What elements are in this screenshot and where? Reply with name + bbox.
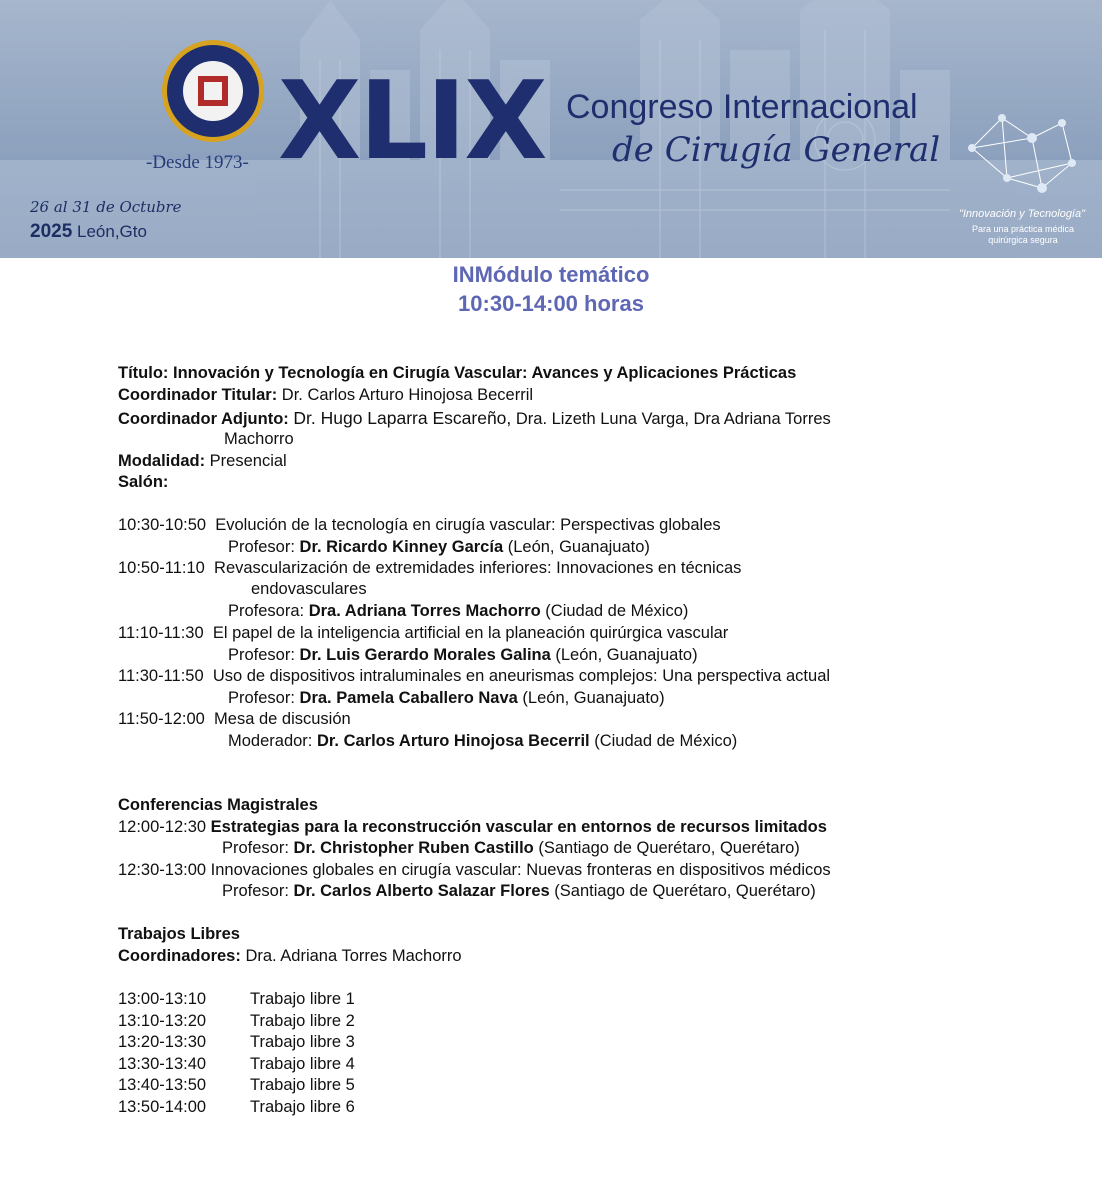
speaker-place: (León, Guanajuato) [555,646,698,664]
speaker-place: (Santiago de Querétaro, Querétaro) [538,839,800,857]
technology-network-icon [962,108,1078,208]
speaker-role: Profesor: [222,882,289,900]
free-paper-time: 13:50-14:00 [118,1098,207,1116]
session-speaker [228,689,665,708]
free-papers-heading: Trabajos Libres [118,925,240,943]
speaker-name: Dr. Christopher Ruben Castillo [293,839,534,857]
session-title-continued: endovasculares [251,580,367,598]
conference-speaker [222,882,816,901]
module-heading: INMódulo temático [452,262,650,287]
session-speaker [228,538,650,557]
free-paper-time: 13:10-13:20 [118,1012,207,1030]
session-time: 11:10-11:30 [118,624,204,642]
title-text: Innovación y Tecnología en Cirugía Vascular: Avances y Aplicaciones Prácticas [173,364,797,382]
session-title: Mesa de discusión [214,710,351,728]
coord-titular-label: Coordinador Titular: [118,386,278,404]
session-row [118,710,351,729]
speaker-name: Dra. Pamela Caballero Nava [299,689,518,707]
session-row [118,624,728,643]
speaker-name: Dr. Carlos Alberto Salazar Flores [293,882,550,900]
slogan-subtitle: Para una práctica médica quirúrgica segura [971,224,1075,245]
association-seal-logo [160,38,266,144]
edition-numeral: XLIX [278,59,546,184]
since-label: -Desde 1973- [146,152,249,173]
coord-titular-name: Dr. Carlos Arturo Hinojosa Becerril [281,386,534,404]
session-row [118,667,830,686]
coordinators-name: Dra. Adriana Torres Machorro [245,947,462,965]
congress-name-line2: de Cirugía General [612,130,941,170]
slogan: "Innovación y Tecnología" [958,208,1086,220]
speaker-place: (Santiago de Querétaro, Querétaro) [554,882,816,900]
speaker-name: Dr. Ricardo Kinney García [299,538,504,556]
congress-banner [0,0,1102,258]
session-row [118,516,721,535]
coord-adjunto-label: Coordinador Adjunto: [118,410,289,428]
conference-time: 12:30-13:00 [118,861,207,879]
event-dates: 26 al 31 de Octubre [30,198,182,216]
session-time: 10:30-10:50 [118,516,207,534]
session-speaker [228,646,698,665]
free-paper-title: Trabajo libre 4 [250,1055,355,1073]
free-paper-time: 13:00-13:10 [118,990,207,1008]
speaker-place: (Ciudad de México) [594,732,738,750]
speaker-role: Profesora: [228,602,305,620]
speaker-name: Dra. Adriana Torres Machorro [308,602,541,620]
session-title: Uso de dispositivos intraluminales en aneurismas complejos: Una perspectiva actual [212,667,831,685]
session-time: 11:30-11:50 [118,667,204,685]
session-speaker [228,602,688,621]
speaker-role: Profesor: [228,538,295,556]
conference-title: Estrategias para la reconstrucción vascular en entornos de recursos limitados [210,818,827,836]
session-title: Revascularización de extremidades inferiores: Innovaciones en técnicas [214,559,742,577]
session-title: El papel de la inteligencia artificial en la planeación quirúrgica vascular [212,624,729,642]
congress-name-line1: Congreso Internacional [566,88,918,126]
coordinator-adjunto [118,408,831,429]
speaker-place: (León, Guanajuato) [507,538,650,556]
conference-title: Innovaciones globales en cirugía vascular: Nuevas fronteras en dispositivos médicos [210,861,831,879]
session-time: 11:50-12:00 [118,710,205,728]
modalidad-label: Modalidad: [118,452,206,470]
conference-row [118,818,827,837]
coordinator-titular [118,386,533,405]
module-hours: 10:30-14:00 horas [458,291,644,316]
coordinators-label: Coordinadores: [118,947,241,965]
event-year: 2025 [30,221,73,242]
session-time: 10:50-11:10 [118,559,205,577]
free-papers-coordinators [118,947,462,966]
speaker-role: Moderador: [228,732,313,750]
speaker-place: (León, Guanajuato) [522,689,665,707]
coord-adjunto-rest: Dra. Lizeth Luna Varga, Dra Adriana Torres [515,410,831,428]
title-label: Título: [118,364,169,382]
speaker-role: Profesor: [228,646,295,664]
free-paper-title: Trabajo libre 1 [250,990,355,1008]
speaker-name: Dr. Luis Gerardo Morales Galina [299,646,551,664]
session-speaker [228,732,737,751]
modalidad-value: Presencial [209,452,287,470]
session-row [118,559,741,578]
coord-adjunto-main: Dr. Hugo Laparra Escareño, [293,408,512,428]
free-paper-time: 13:40-13:50 [118,1076,207,1094]
speaker-role: Profesor: [222,839,289,857]
free-paper-time: 13:30-13:40 [118,1055,207,1073]
event-location: León,Gto [77,222,147,241]
salon-label: Salón: [118,473,169,491]
speaker-role: Profesor: [228,689,295,707]
conference-speaker [222,839,800,858]
speaker-place: (Ciudad de México) [545,602,689,620]
conferences-heading: Conferencias Magistrales [118,796,318,814]
free-paper-title: Trabajo libre 3 [250,1033,355,1051]
session-title: Evolución de la tecnología en cirugía vascular: Perspectivas globales [215,516,721,534]
event-year-location [30,221,147,243]
free-paper-time: 13:20-13:30 [118,1033,207,1051]
free-paper-title: Trabajo libre 5 [250,1076,355,1094]
conference-time: 12:00-12:30 [118,818,207,836]
modalidad [118,452,287,471]
coord-adjunto-continued: Machorro [224,430,294,448]
free-paper-title: Trabajo libre 6 [250,1098,355,1116]
free-paper-title: Trabajo libre 2 [250,1012,355,1030]
conference-row [118,861,831,880]
speaker-name: Dr. Carlos Arturo Hinojosa Becerril [316,732,590,750]
module-title [118,364,796,383]
